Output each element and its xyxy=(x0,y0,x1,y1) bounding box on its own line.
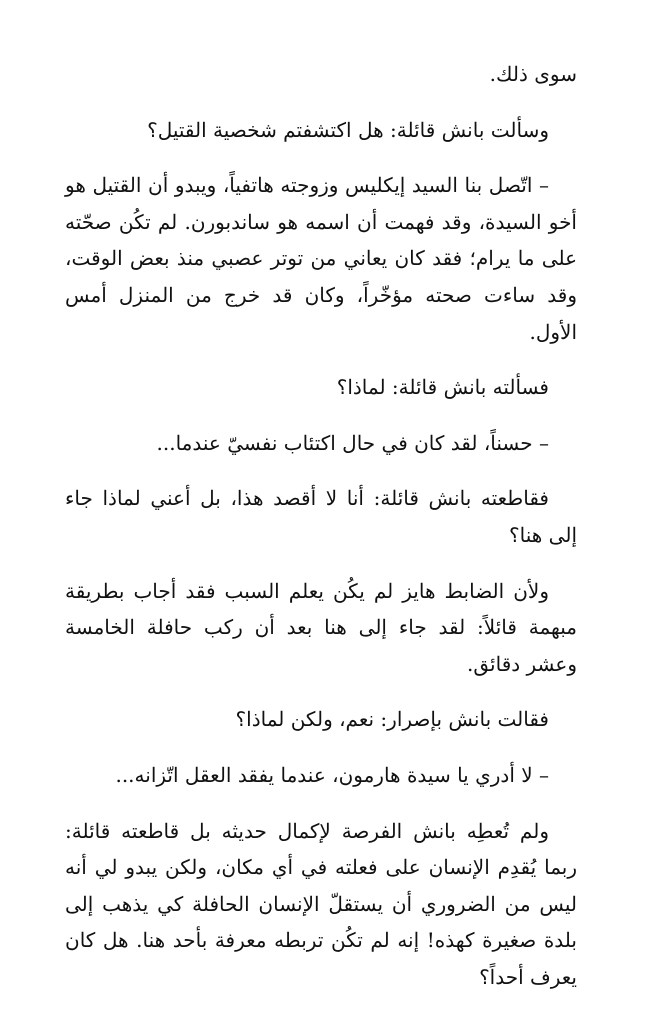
paragraph-2: وسألت بانش قائلة: هل اكتشفتم شخصية القتيل؟ xyxy=(147,117,549,142)
paragraph-6: فقاطعته بانش قائلة: أنا لا أقصد هذا، بل أعني لماذا جاء إلى هنا؟ xyxy=(65,486,577,547)
paragraph-9: – لا أدري يا سيدة هارمون، عندما يفقد العقل اتّزانه... xyxy=(115,762,549,787)
paragraph-8: فقالت بانش بإصرار: نعم، ولكن لماذا؟ xyxy=(235,707,549,732)
paragraph-10: ولم تُعطِه بانش الفرصة لإكمال حديثه بل قاطعته قائلة: ربما يُقدِم الإنسان على فعلته في أي مكان، ولكن يبدو لي أنه ليس من الضروري أن يستقلّ الإنسان الحافلة كي يذهب إلى بلدة صغيرة كهذه! إنه لم تكُن تربطه معرفة بأحد هنا. هل كان يعرف أحداً؟ xyxy=(65,818,577,989)
paragraph-7: ولأن الضابط هايز لم يكُن يعلم السبب فقد أجاب بطريقة مبهمة قائلاً: لقد جاء إلى هنا بعد أن ركب حافلة الخامسة وعشر دقائق. xyxy=(65,578,577,676)
paragraph-3: – اتّصل بنا السيد إيكليس وزوجته هاتفياً، ويبدو أن القتيل هو أخو السيدة، وقد فهمت أن اسمه هو ساندبورن. لم تكُن صحّته على ما يرام؛ فقد كان يعاني من توتر عصبي منذ بعض الوقت، وقد ساءت صحته مؤخّراً، وكان قد خرج من المنزل أمس الأول. xyxy=(65,173,577,344)
paragraph-4: فسألته بانش قائلة: لماذا؟ xyxy=(336,375,549,400)
paragraph-5: – حسناً، لقد كان في حال اكتئاب نفسيّ عندما... xyxy=(156,430,549,455)
paragraph-1: سوى ذلك. xyxy=(489,62,577,86)
book-page xyxy=(65,56,577,1014)
